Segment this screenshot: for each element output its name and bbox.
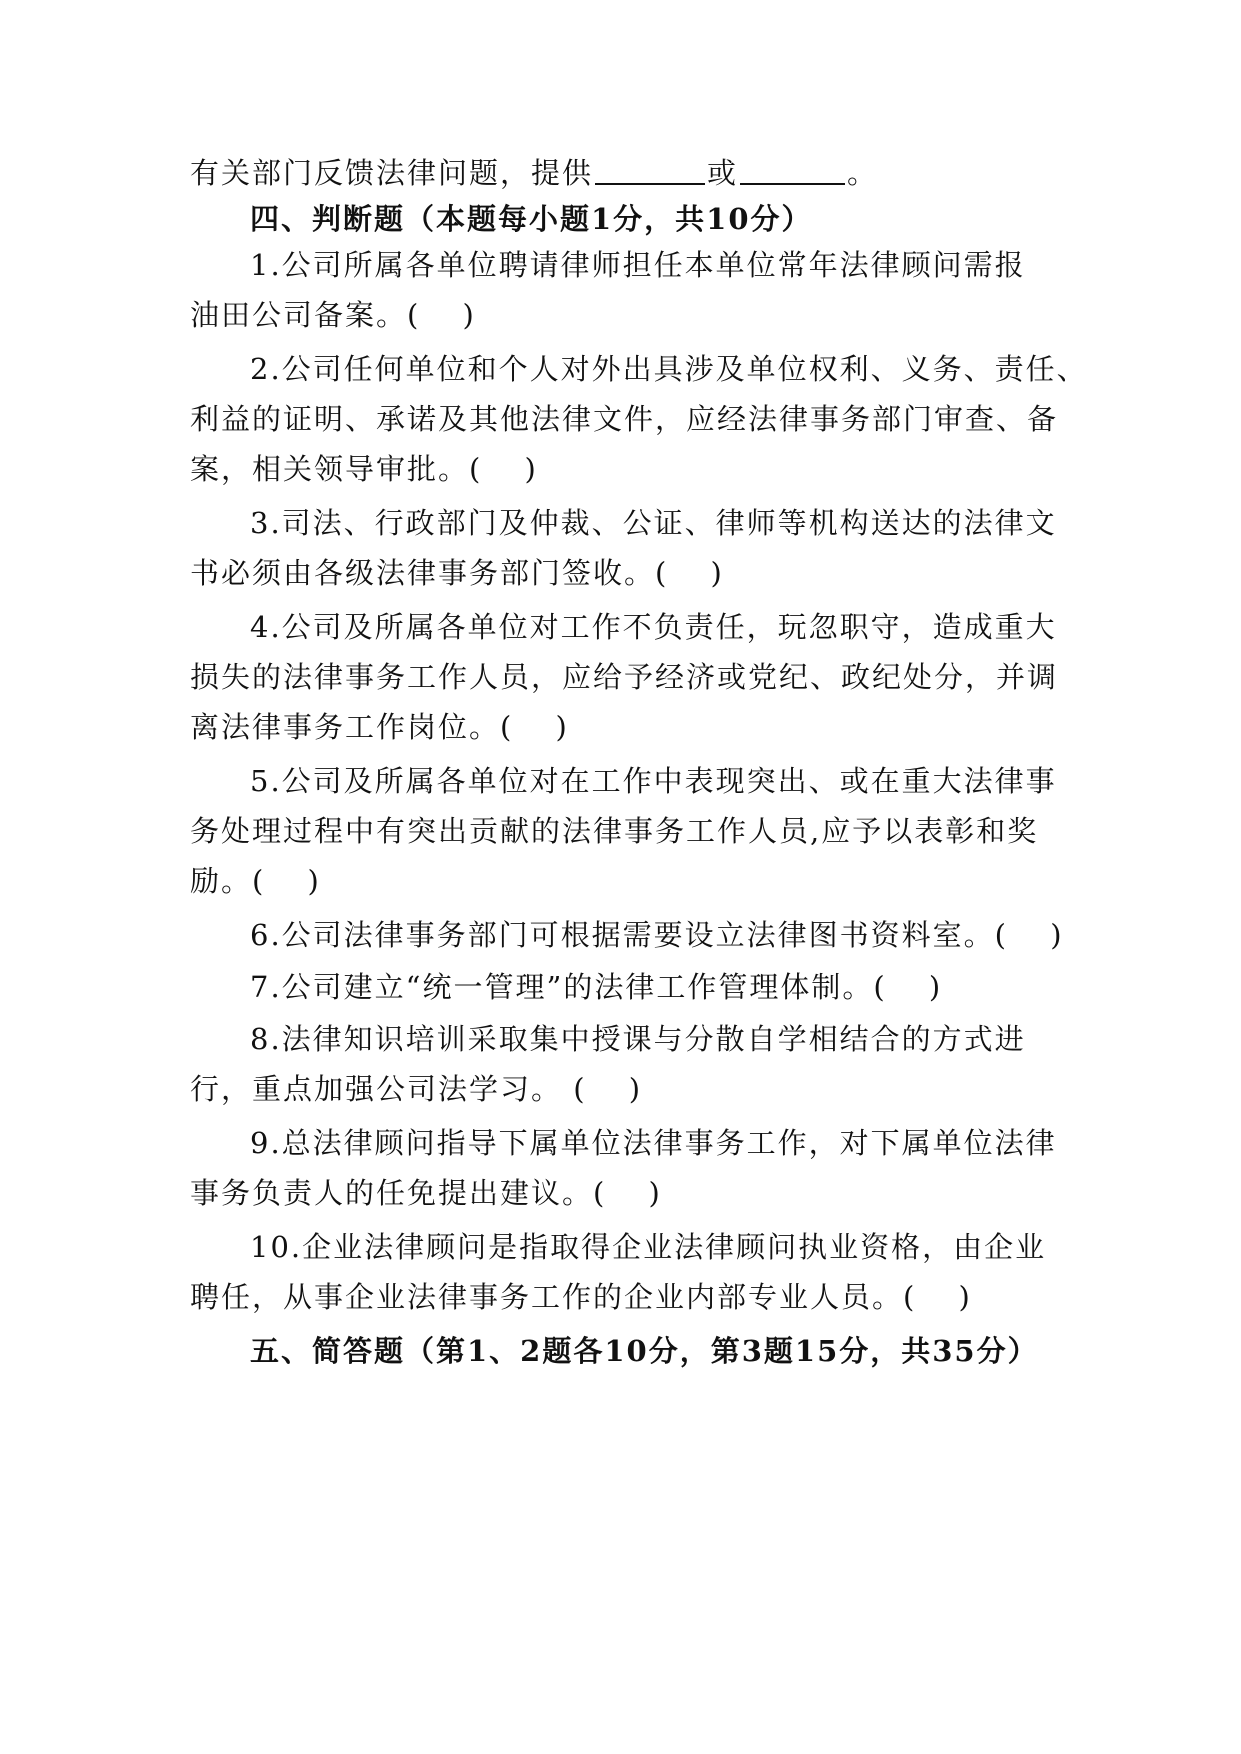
question-1-line-2: 油田公司备案。( ) (190, 298, 476, 332)
question-9-line-1: 9.总法律顾问指导下属单位法律事务工作，对下属单位法律 (250, 1126, 1057, 1160)
question-4-line-3: 离法律事务工作岗位。( ) (190, 710, 569, 744)
question-3-line-1: 3.司法、行政部门及仲裁、公证、律师等机构送达的法律文 (250, 506, 1057, 540)
question-9-line-2: 事务负责人的任免提出建议。( ) (190, 1176, 662, 1210)
question-8-line-1: 8.法律知识培训采取集中授课与分散自学相结合的方式进 (250, 1022, 1026, 1056)
question-4-line-2: 损失的法律事务工作人员，应给予经济或党纪、政纪处分，并调 (190, 660, 1059, 694)
question-5-line-3: 励。( ) (190, 864, 321, 898)
question-1-line-1: 1.公司所属各单位聘请律师担任本单位常年法律顾问需报 (250, 248, 1026, 282)
intro-period: 。 (847, 156, 879, 190)
section5-heading: 五、简答题（第1、2题各10分，第3题15分，共35分） (250, 1334, 1039, 1368)
question-5-line-2: 务处理过程中有突出贡献的法律事务工作人员,应予以表彰和奖 (190, 814, 1039, 848)
question-2-line-1: 2.公司任何单位和个人对外出具涉及单位权利、义务、责任、 (250, 352, 1088, 386)
question-5-line-1: 5.公司及所属各单位对在工作中表现突出、或在重大法律事 (250, 764, 1057, 798)
question-4-line-1: 4.公司及所属各单位对工作不负责任，玩忽职守，造成重大 (250, 610, 1057, 644)
question-3-line-2: 书必须由各级法律事务部门签收。( ) (190, 556, 724, 590)
question-8-line-2: 行，重点加强公司法学习。 ( ) (190, 1072, 643, 1106)
intro-line (190, 153, 1070, 193)
question-7-line-1: 7.公司建立“统一管理”的法律工作管理体制。( ) (250, 970, 943, 1004)
question-10-line-1: 10.企业法律顾问是指取得企业法律顾问执业资格，由企业 (250, 1230, 1047, 1264)
question-2-line-2: 利益的证明、承诺及其他法律文件，应经法律事务部门审查、备 (190, 402, 1059, 436)
intro-or: 或 (707, 156, 739, 190)
intro-text: 有关部门反馈法律问题，提供 (190, 156, 594, 190)
question-2-line-3: 案，相关领导审批。( ) (190, 452, 538, 486)
question-6-line-1: 6.公司法律事务部门可根据需要设立法律图书资料室。( ) (250, 918, 1064, 952)
answer-blank-1[interactable] (595, 153, 705, 185)
answer-blank-2[interactable] (740, 153, 845, 185)
question-10-line-2: 聘任，从事企业法律事务工作的企业内部专业人员。( ) (190, 1280, 972, 1314)
section4-heading: 四、判断题（本题每小题1分，共10分） (250, 202, 813, 236)
